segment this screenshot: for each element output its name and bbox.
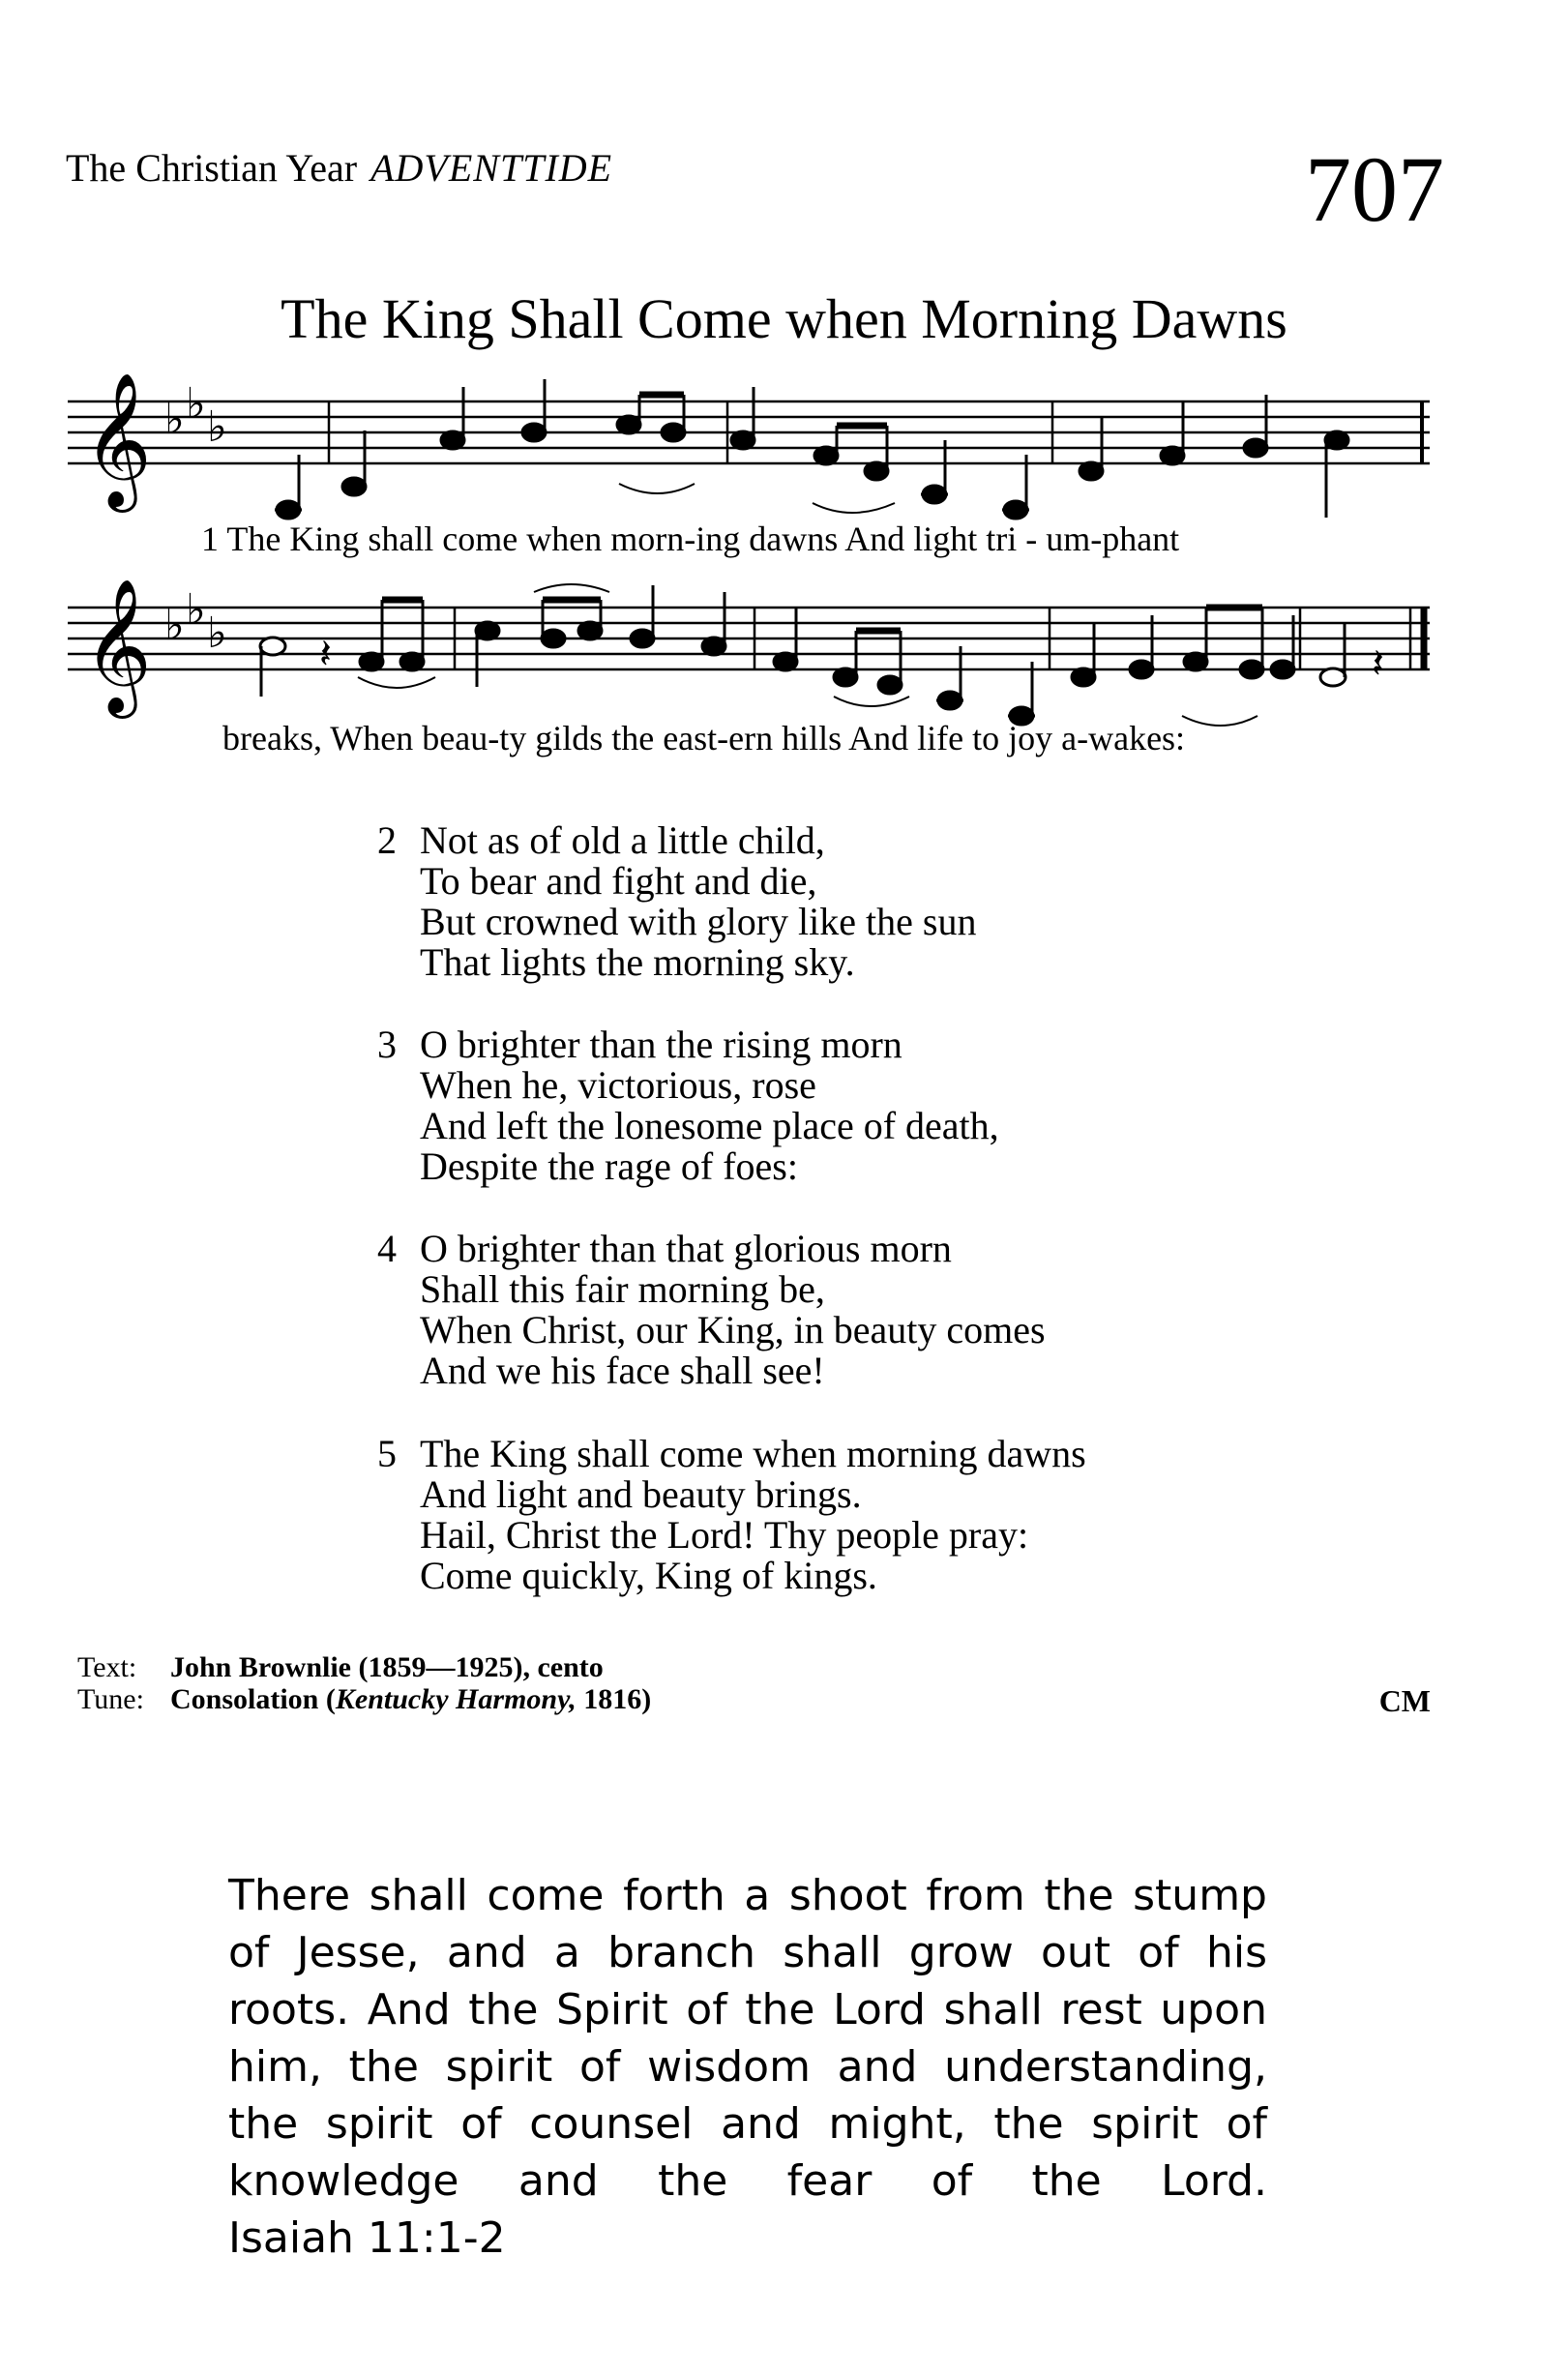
svg-text:♭: ♭ [207, 609, 227, 657]
svg-text:♭: ♭ [164, 396, 185, 443]
verse-4 [377, 1229, 1046, 1391]
verse-line: That lights the morning sky. [420, 940, 855, 984]
staff-system-2-notes [83, 579, 1384, 726]
verse-line: O brighter than that glorious morn [420, 1227, 952, 1270]
svg-text:𝄽: 𝄽 [319, 633, 332, 677]
tune-credit-year: 1816) [583, 1683, 652, 1715]
verse-line: Hail, Christ the Lord! Thy people pray: [420, 1513, 1029, 1557]
lyrics-line-1: 1 The King shall come when morn-ing dawns And light tri - um-phant [201, 520, 1180, 558]
verse-line: O brighter than the rising morn [420, 1023, 902, 1066]
verse-line: And we his face shall see! [420, 1349, 825, 1392]
verse-line: When he, victorious, rose [420, 1063, 816, 1107]
svg-text:♭: ♭ [186, 586, 206, 634]
verse-number: 2 [377, 818, 397, 862]
scripture-reference: Isaiah 11:1-2 [228, 2213, 506, 2263]
tune-credit-source: Kentucky Harmony, [335, 1683, 577, 1715]
svg-text:♭: ♭ [164, 602, 185, 649]
staff-system-1-notes [83, 372, 1348, 519]
svg-text:♭: ♭ [207, 403, 227, 451]
hymn-credits [77, 1651, 651, 1715]
verse-line: To bear and fight and die, [420, 859, 817, 903]
hymn-number: 707 [1305, 137, 1444, 241]
svg-text:𝄞: 𝄞 [83, 579, 152, 713]
verse-line: And light and beauty brings. [420, 1472, 862, 1516]
meter-label: CM [1378, 1683, 1431, 1718]
hymn-title: The King Shall Come when Morning Dawns [281, 287, 1287, 350]
tune-credit-name: Consolation [170, 1683, 319, 1715]
lyrics-line-2: breaks, When beau-ty gilds the east-ern hills And life to joy a-wakes: [222, 719, 1186, 757]
scripture-passage [228, 1867, 1267, 2267]
verse-number: 5 [377, 1432, 397, 1475]
verse-2 [377, 820, 976, 983]
verse-line: And left the lonesome place of death, [420, 1104, 999, 1147]
verse-line: Despite the rage of foes: [420, 1144, 798, 1188]
text-credit-label: Text: [77, 1651, 137, 1683]
verse-line: But crowned with glory like the sun [420, 900, 977, 943]
music-notation [0, 0, 1568, 774]
tune-credit-label: Tune: [77, 1683, 144, 1715]
svg-text:𝄽: 𝄽 [1372, 642, 1384, 687]
verse-number: 3 [377, 1023, 397, 1066]
svg-text:♭: ♭ [186, 380, 206, 428]
verse-line: Shall this fair morning be, [420, 1267, 825, 1311]
season-label: ADVENTTIDE [370, 146, 613, 190]
verse-line: Come quickly, King of kings. [420, 1554, 877, 1597]
verse-5 [377, 1434, 1086, 1596]
verse-number: 4 [377, 1227, 397, 1270]
section-label: The Christian Year [66, 146, 358, 190]
verse-line: The King shall come when morning dawns [420, 1432, 1086, 1475]
verse-line: When Christ, our King, in beauty comes [420, 1308, 1046, 1351]
text-credit [77, 1651, 651, 1683]
verse-line: Not as of old a little child, [420, 818, 825, 862]
svg-text:𝄞: 𝄞 [83, 372, 152, 507]
verse-3 [377, 1024, 999, 1187]
tune-credit: Tune: Consolation (Kentucky Harmony, 1816) [77, 1683, 652, 1715]
scripture-text: There shall come forth a shoot from the stump of Jesse, and a branch shall grow out of his roots. And the Spirit of the Lord shall rest upon him, the spirit of wisdom and understanding, the spirit of counsel and might, the spirit of knowledge and the fear of the Lord. [228, 1871, 1267, 2206]
text-credit-author: John Brownlie (1859—1925), cento [170, 1651, 604, 1683]
